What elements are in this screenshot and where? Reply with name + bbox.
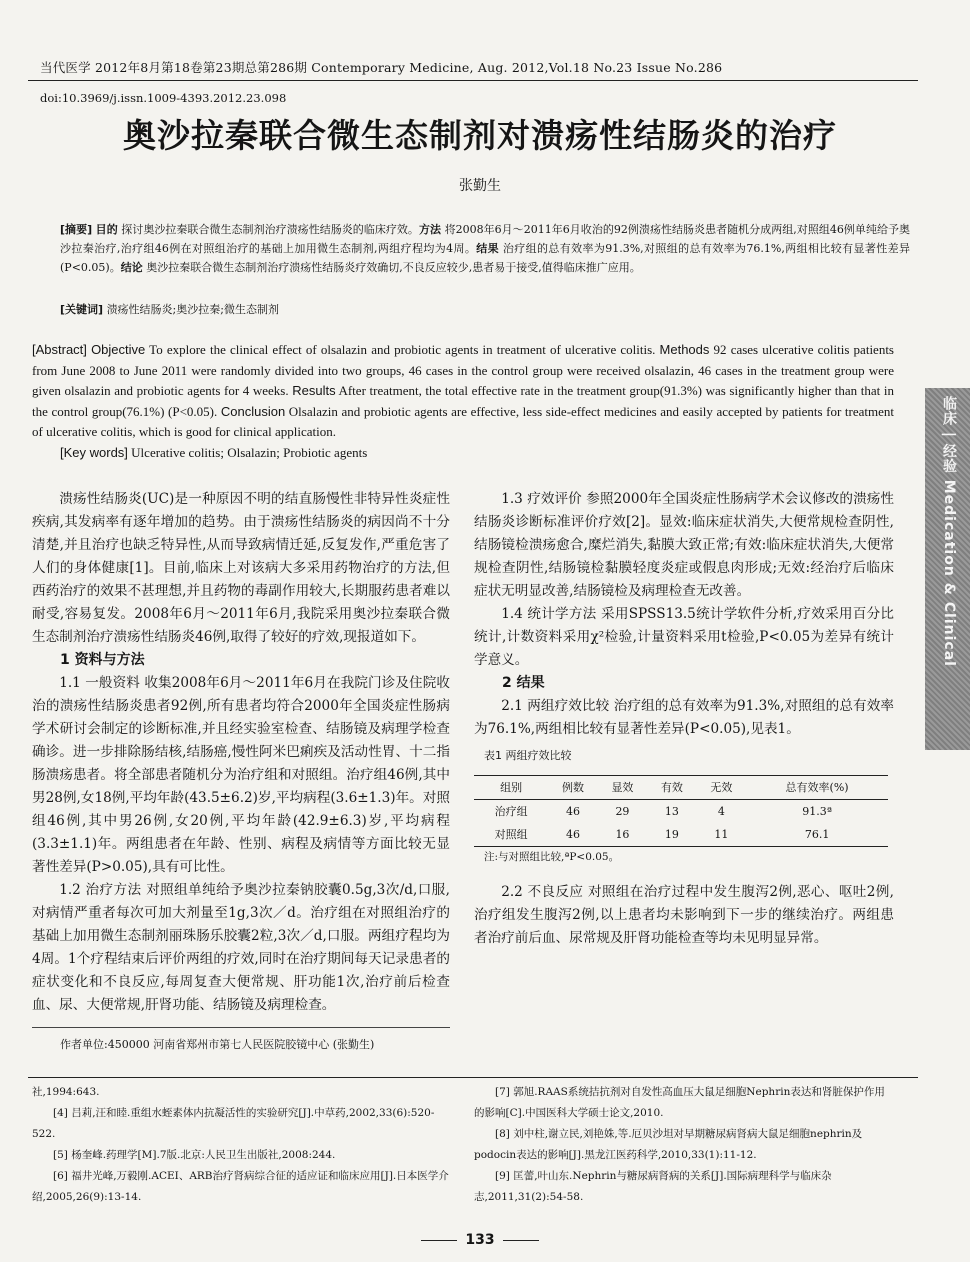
body-column-right [474, 488, 894, 950]
table-cell: 91.3ª [802, 805, 832, 818]
page-number-dash [421, 1240, 457, 1241]
section-1-4: 1.4 统计学方法 采用SPSS13.5统计学软件分析,疗效采用百分比统计,计数资料采用χ²检验,计量资料采用t检验,P<0.05为差异有统计学意义。 [474, 606, 894, 668]
section-2-heading: 2 结果 [502, 675, 545, 691]
reference-item: [7] 郭旭.RAAS系统拮抗剂对自发性高血压大鼠足细胞Nephrin表达和肾脏保护作用的影响[C].中国医科大学硕士论文,2010. [474, 1086, 885, 1119]
journal-header: 当代医学 2012年8月第18卷第23期总第286期 Contemporary Medicine, Aug. 2012,Vol.18 No.23 Issue No.286 [40, 60, 723, 75]
doi: doi:10.3969/j.issn.1009-4393.2012.23.098 [40, 91, 287, 105]
section-1-3: 1.3 疗效评价 参照2000年全国炎症性肠病学术会议修改的溃疡性结肠炎诊断标准评价疗效[2]。显效:临床症状消失,大便常规检查阴性,结肠镜检溃疡愈合,糜烂消失,黏膜大致正常;有效:临床症状消失,大便常规检查阴性,结肠镜检黏膜轻度炎症或假息肉形成;无效:经治疗后临床症状无明显改善,结肠镜检及病理检查无改善。 [474, 491, 894, 599]
table-header-cell: 组别 [500, 781, 523, 794]
section-sidebar-tab [925, 388, 970, 750]
references-left [32, 1082, 450, 1208]
table-cell: 16 [615, 828, 630, 841]
table-1 [474, 775, 888, 847]
abstract-en-objective-label: Objective [91, 342, 146, 357]
table-cell: 76.1 [804, 828, 830, 841]
abstract-cn [60, 220, 910, 277]
section-2-1: 2.1 两组疗效比较 治疗组的总有效率为91.3%,对照组的总有效率为76.1%,两组相比较有显著性差异(P<0.05),见表1。 [474, 698, 894, 737]
reference-item: [6] 福井光峰,万毅刚.ACEI、ARB治疗肾病综合征的适应证和临床应用[J].日本医学介绍,2005,26(9):13-14. [32, 1170, 449, 1203]
abstract-en-conclusion: Olsalazin and probiotic agents are effective, less side-effect medicines and easily accepted by patients for treatment of ulcerative colitis, which is good for clinical application. [32, 403, 895, 440]
keywords-en-label: [Key words] [60, 445, 128, 460]
abstract-cn-objective-label: 目的 [95, 223, 118, 236]
table-cell: 46 [565, 828, 580, 841]
table-header-cell: 总有效率(%) [785, 781, 849, 794]
abstract-en-conclusion-label: Conclusion [220, 403, 286, 419]
page-number-text: 133 [465, 1232, 495, 1248]
abstract-cn-conclusion-label: 结论 [120, 261, 143, 274]
references-right [474, 1082, 894, 1208]
intro-paragraph: 溃疡性结肠炎(UC)是一种原因不明的结直肠慢性非特异性炎症性疾病,其发病率有逐年增加的趋势。由于溃疡性结肠炎的病因尚不十分清楚,并且治疗也缺乏特异性,从而导致病情迁延,反复发作,严重危害了人们的身体健康[1]。目前,临床上对该病大多采用药物治疗的方法,但西药治疗的效果不甚理想,并且药物的毒副作用较大,长期服药患者难以耐受,容易复发。2008年6月～2011年6月,我院采用奥沙拉秦联合微生态制剂治疗溃疡性结肠炎46例,取得了较好的疗效,现报道如下。 [32, 491, 450, 645]
table-cell: 46 [565, 805, 580, 818]
header-rule [28, 80, 918, 81]
abstract-cn-methods-label: 方法 [418, 223, 442, 236]
table-cell: 对照组 [494, 828, 528, 841]
table-row [474, 800, 888, 824]
table-header-cell: 显效 [611, 781, 634, 794]
article-author: 张勤生 [459, 178, 501, 194]
reference-item: [8] 刘中柱,谢立民,刘艳姝,等.厄贝沙坦对早期糖尿病肾病大鼠足细胞nephrin及podocin表达的影响[J].黑龙江医药科学,2010,33(1):11-12. [474, 1128, 863, 1161]
table-header-row [474, 776, 888, 800]
keywords-en [60, 443, 900, 463]
table-1-note: 注:与对照组比较,ªP<0.05。 [484, 851, 620, 863]
references-rule [28, 1077, 918, 1078]
abstract-cn-objective: 探讨奥沙拉秦联合微生态制剂治疗溃疡性结肠炎的临床疗效。 [121, 223, 419, 236]
abstract-en-label: [Abstract] [32, 342, 87, 357]
keywords-cn-text: 溃疡性结肠炎;奥沙拉秦;微生态制剂 [106, 303, 279, 316]
sidebar-label: 临床 | 经验 Medication & Clinical [941, 396, 957, 667]
reference-item: [5] 杨奎峰.药理学[M].7版.北京:人民卫生出版社,2008:244. [53, 1149, 336, 1161]
abstract-en [32, 340, 894, 443]
table-row [474, 823, 888, 847]
abstract-en-results-label: Results [292, 383, 336, 399]
table-cell: 19 [664, 828, 679, 841]
keywords-cn-label: [关键词] [60, 303, 104, 316]
page-number [0, 1232, 960, 1248]
abstract-en-methods: 92 cases ulcerative colitis patients from June 2008 to June 2011 were randomly divided into two groups, 46 cases in the control group were received olsalazin, 46 cases in the treatment group were given olsalazin and probiotic agents for 4 weeks. [32, 342, 894, 399]
author-affiliation: 作者单位:450000 河南省郑州市第七人民医院胶镜中心 (张勤生) [60, 1038, 375, 1051]
abstract-en-methods-label: Methods [659, 342, 710, 357]
section-2-2: 2.2 不良反应 对照组在治疗过程中发生腹泻2例,恶心、呕吐2例,治疗组发生腹泻2例,以上患者均未影响到下一步的继续治疗。两组患者治疗前后血、尿常规及肝肾功能检查等均未见明显异常。 [474, 884, 894, 946]
body-column-left [32, 488, 450, 1017]
footnote-rule [32, 1027, 450, 1028]
table-cell: 4 [717, 805, 725, 818]
table-cell: 13 [664, 805, 679, 818]
table-header-cell: 例数 [561, 781, 584, 794]
keywords-cn [60, 300, 910, 319]
table-1-caption: 表1 两组疗效比较 [484, 749, 572, 762]
keywords-en-text: Ulcerative colitis; Olsalazin; Probiotic agents [131, 445, 368, 460]
abstract-cn-label: [摘要] [60, 223, 93, 236]
abstract-cn-results-label: 结果 [476, 242, 499, 255]
table-cell: 治疗组 [494, 805, 528, 818]
table-cell: 29 [615, 805, 630, 818]
abstract-en-results: After treatment, the total effective rate in the treatment group(91.3%) was significantly higher than that in the control group(76.1%) (P<0.05). [32, 383, 894, 419]
page-number-dash [503, 1240, 539, 1241]
table-header-cell: 有效 [660, 781, 683, 794]
table-cell: 11 [714, 828, 729, 841]
abstract-cn-methods: 将2008年6月～2011年6月收治的92例溃疡性结肠炎患者随机分成两组,对照组46例单纯给予奥沙拉秦治疗,治疗组46例在对照组治疗的基础上加用微生态制剂,两组疗程均为4周。 [60, 223, 911, 255]
section-1-1: 1.1 一般资料 收集2008年6月～2011年6月在我院门诊及住院收治的溃疡性结肠炎患者92例,所有患者均符合2000年全国炎症性肠病学术研讨会制定的诊断标准,并且经实验室检查、结肠镜及病理学检查确诊。进一步排除肠结核,结肠癌,慢性阿米巴痢疾及活动性胃、十二指肠溃疡患者。将全部患者随机分为治疗组和对照组。治疗组46例,其中男28例,女18例,平均年龄(43.5±6.2)岁,平均病程(3.6±1.3)年。对照组46例,其中男26例,女20例,平均年龄(42.9±6.3)岁,平均病程(3.3±1.1)年。两组患者在年龄、性别、病程及病情等方面比较无显著性差异(P>0.05),具有可比性。 [32, 675, 450, 875]
reference-item: [4] 吕莉,汪和睦.重组水蛭素体内抗凝活性的实验研究[J].中草药,2002,33(6):520-522. [32, 1107, 435, 1140]
section-1-heading: 1 资料与方法 [60, 652, 145, 668]
abstract-en-objective: To explore the clinical effect of olsalazin and probiotic agents in treatment of ulcerative colitis. [149, 342, 656, 357]
article-title: 奥沙拉秦联合微生态制剂对溃疡性结肠炎的治疗 [123, 116, 837, 155]
abstract-cn-conclusion: 奥沙拉秦联合微生态制剂治疗溃疡性结肠炎疗效确切,不良反应较少,患者易于接受,值得临床推广应用。 [146, 261, 641, 274]
table-header-cell: 无效 [710, 781, 733, 794]
section-1-2: 1.2 治疗方法 对照组单纯给予奥沙拉秦钠胶囊0.5g,3次/d,口服,对病情严重者每次可加大剂量至1g,3次／d。治疗组在对照组治疗的基础上加用微生态制剂丽珠肠乐胶囊2粒,3次／d,口服。两组疗程均为4周。1个疗程结束后评价两组的疗效,同时在治疗期间每天记录患者的症状变化和不良反应,每周复查大便常规、肝功能1次,治疗前后检查血、尿、大便常规,肝肾功能、结肠镜及病理检查。 [32, 882, 450, 1013]
reference-item: 社,1994:643. [32, 1086, 100, 1098]
abstract-cn-results: 治疗组的总有效率为91.3%,对照组的总有效率为76.1%,两组相比较有显著性差异(P<0.05)。 [60, 242, 910, 274]
reference-item: [9] 匡蕾,叶山东.Nephrin与糖尿病肾病的关系[J].国际病理科学与临床杂志,2011,31(2):54-58. [474, 1170, 832, 1203]
